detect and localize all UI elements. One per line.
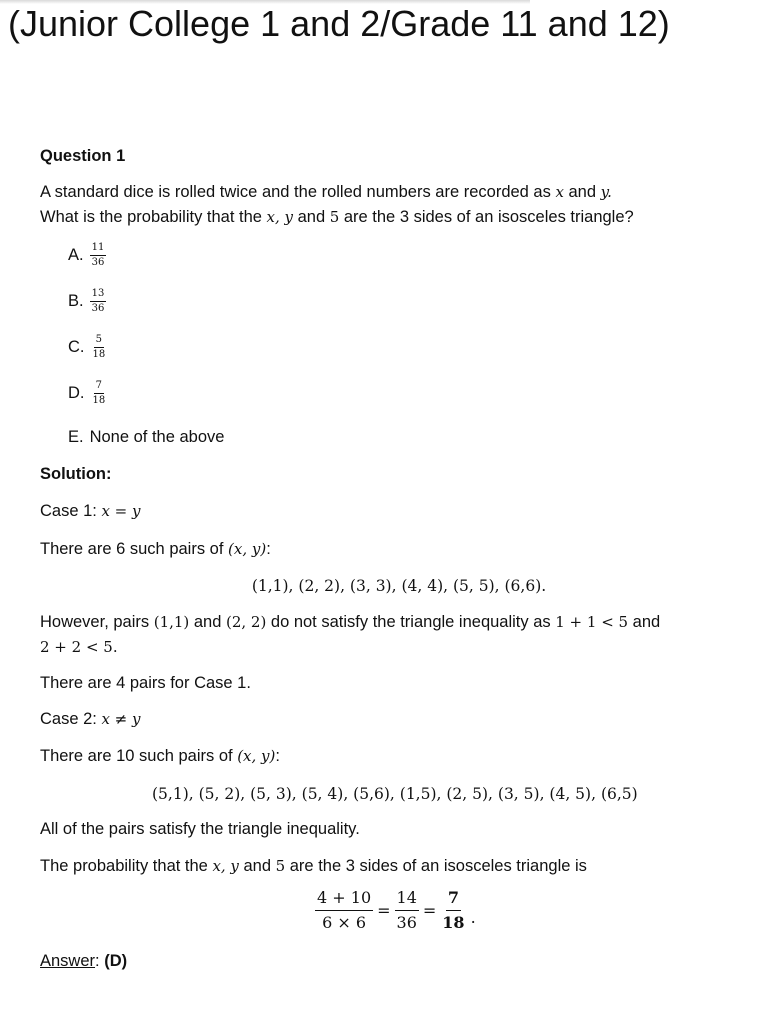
calc-fraction-2	[395, 888, 419, 933]
question-text-line-1	[40, 181, 612, 203]
calc-end-period: .	[470, 908, 476, 927]
math-vars-xy: x, y	[266, 208, 294, 226]
option-c	[68, 334, 107, 361]
calc-fraction-3	[440, 888, 466, 933]
case2-heading	[40, 708, 141, 730]
case1-count	[40, 538, 271, 560]
fraction-denominator: 18	[442, 913, 465, 932]
question-title: Question 1	[40, 147, 126, 165]
math-var-y: y.	[600, 183, 612, 201]
case1-result: There are 4 pairs for Case 1.	[40, 674, 251, 692]
case1-pairs: (1,1), (2, 2), (3, 3), (4, 4), (5, 5), (6,6).	[251, 577, 547, 595]
solution-text-part: and	[238, 857, 276, 875]
equals-sign: =	[377, 901, 391, 920]
equals-sign: =	[422, 901, 437, 920]
option-a	[68, 242, 106, 269]
question-text-part: What is the probability that the	[40, 208, 267, 226]
math-vars-xy: x, y	[212, 857, 239, 875]
option-letter: A.	[68, 246, 84, 264]
question-text-part: and	[563, 183, 601, 201]
option-d	[68, 380, 107, 407]
however-line-2: 2 + 2 < 5.	[40, 638, 118, 656]
case-condition: x ≠ y	[101, 710, 141, 728]
question-text-part: A standard dice is rolled twice and the rolled numbers are recorded as	[40, 183, 556, 201]
solution-title: Solution:	[40, 465, 112, 483]
fraction-numerator: 7	[446, 888, 461, 911]
calc-fraction-1	[315, 888, 373, 933]
probability-statement	[40, 855, 587, 877]
answer-value: (D)	[104, 952, 128, 970]
option-letter: C.	[68, 338, 85, 356]
however-line-1	[40, 611, 660, 633]
solution-text-part: do not satisfy the triangle inequality as	[266, 613, 556, 631]
math-pair-xy: (x, y)	[228, 540, 267, 558]
probability-calculation	[315, 888, 476, 933]
fraction-numerator: 5	[94, 334, 104, 348]
fraction-denominator: 36	[91, 257, 105, 268]
option-fraction	[90, 288, 107, 315]
solution-text-part: :	[266, 540, 271, 558]
math-pair: (2, 2)	[225, 613, 267, 631]
solution-text-part: and	[189, 613, 226, 631]
question-text-part: are the 3 sides of an isosceles triangle?	[339, 208, 634, 226]
solution-text-part: are the 3 sides of an isosceles triangle is	[285, 857, 587, 875]
case1-heading	[40, 500, 141, 522]
math-number-five: 5	[275, 857, 286, 875]
solution-text-part: :	[275, 747, 280, 765]
case-label: Case 1:	[40, 502, 102, 520]
answer-line	[40, 950, 127, 972]
fraction-denominator: 18	[92, 395, 106, 406]
solution-text-part: There are 10 such pairs of	[40, 747, 238, 765]
math-pair-xy: (x, y)	[237, 747, 276, 765]
option-letter: B.	[68, 292, 84, 310]
option-letter: D.	[68, 384, 85, 402]
fraction-denominator: 36	[91, 303, 105, 314]
solution-text-part: However, pairs	[40, 613, 154, 631]
fraction-numerator: 13	[90, 288, 107, 302]
fraction-denominator: 36	[396, 913, 417, 932]
solution-text-part: There are 6 such pairs of	[40, 540, 229, 558]
option-fraction	[90, 242, 107, 269]
fraction-numerator: 4 + 10	[315, 888, 373, 911]
solution-text-part: The probability that the	[40, 857, 213, 875]
question-text-line-2	[40, 206, 634, 228]
math-number-five: 5	[329, 208, 340, 226]
case2-pairs: (5,1), (5, 2), (5, 3), (5, 4), (5,6), (1,5), (2, 5), (3, 5), (4, 5), (6,5)	[152, 785, 638, 803]
option-b	[68, 288, 106, 315]
fraction-numerator: 14	[395, 888, 419, 911]
fraction-numerator: 11	[90, 242, 107, 256]
page-heading: (Junior College 1 and 2/Grade 11 and 12)	[8, 3, 670, 44]
option-fraction	[91, 334, 108, 361]
math-pair: (1,1)	[153, 613, 190, 631]
option-fraction	[91, 380, 108, 407]
math-var-x: x	[555, 183, 564, 201]
fraction-numerator: 7	[94, 380, 104, 394]
all-pairs-statement: All of the pairs satisfy the triangle inequality.	[40, 820, 360, 838]
solution-text-part: and	[628, 613, 661, 631]
case-label: Case 2:	[40, 710, 102, 728]
question-text-part: and	[293, 208, 330, 226]
answer-colon: :	[95, 952, 105, 970]
option-text: None of the above	[89, 428, 225, 446]
fraction-denominator: 18	[92, 349, 106, 360]
answer-label: Answer	[40, 952, 96, 970]
case2-count	[40, 745, 280, 767]
case-condition: x = y	[101, 502, 141, 520]
math-inequality: 1 + 1 < 5	[555, 613, 629, 631]
option-e	[68, 426, 224, 448]
fraction-denominator: 6 × 6	[322, 913, 367, 932]
option-letter: E.	[68, 428, 84, 446]
